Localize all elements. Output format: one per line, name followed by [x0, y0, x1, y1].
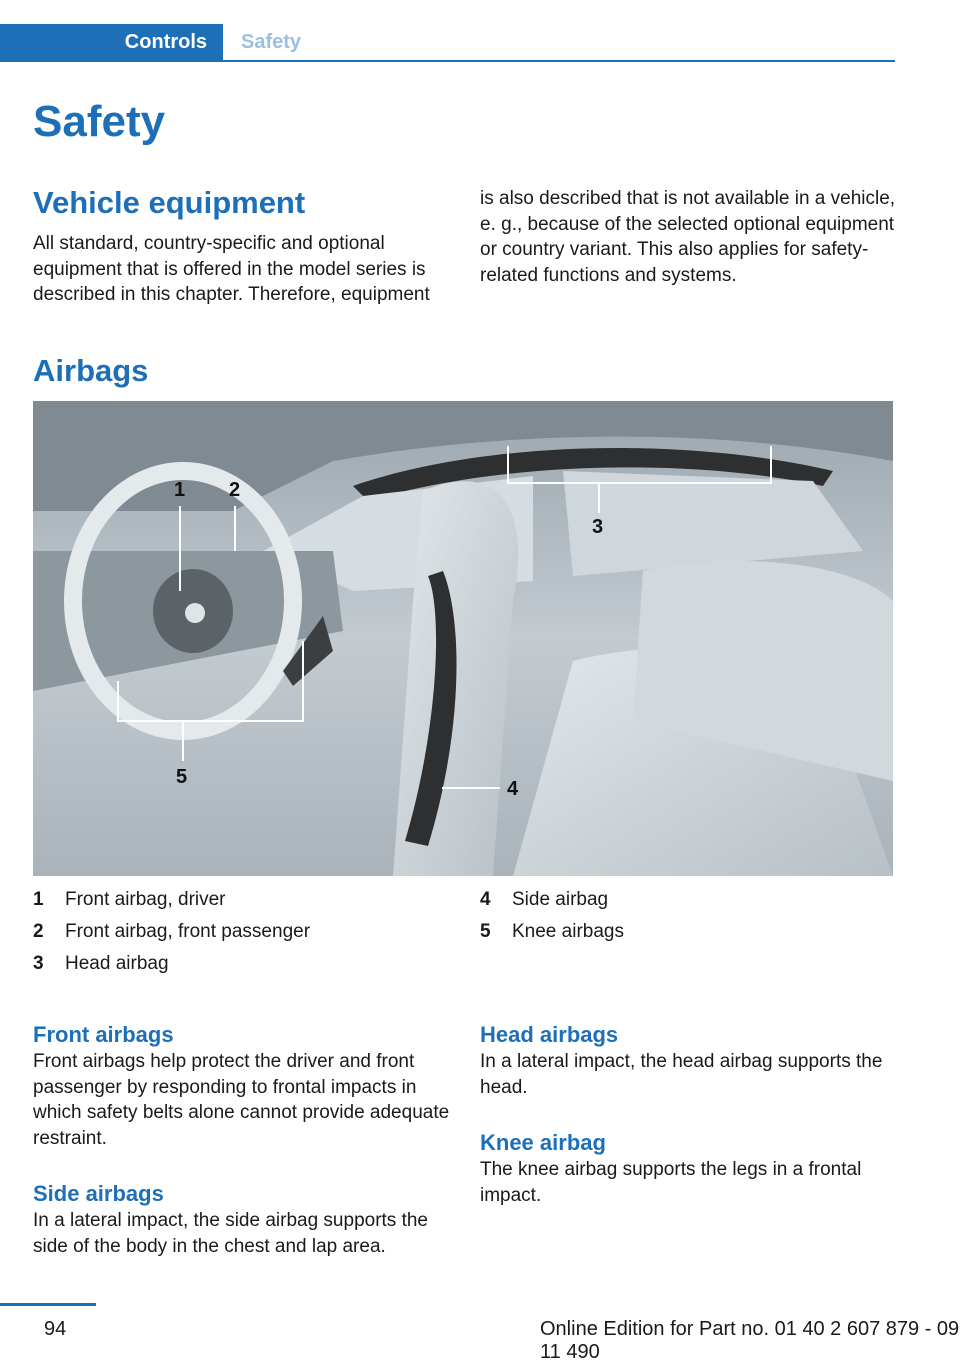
car-interior-drawing [33, 401, 893, 876]
tab-controls[interactable]: Controls [0, 24, 223, 61]
legend-label: Head airbag [65, 953, 169, 974]
knee-airbag-heading: Knee airbag [480, 1130, 606, 1155]
vehicle-equipment-heading: Vehicle equipment [33, 185, 306, 220]
vehicle-equipment-text-right-col [480, 186, 898, 288]
legend-num: 1 [33, 889, 44, 910]
head-airbags-heading: Head airbags [480, 1022, 619, 1047]
legend-label: Front airbag, front passenger [65, 921, 311, 942]
front-airbags-text: Front airbags help protect the driver and front passenger by responding to frontal impacts in which safety belts alone cannot provide adequate restraint. [33, 1051, 450, 1149]
front-airbags-section [33, 1021, 451, 1151]
head-airbags-section [480, 1021, 898, 1100]
vehicle-equipment-text-left: All standard, country-specific and optional equipment that is offered in the model series is described in this chapter. Therefore, equipment [33, 233, 430, 305]
page-number: 94 [44, 1318, 67, 1340]
tab-safety[interactable]: Safety [241, 31, 302, 53]
vehicle-equipment-text-left-col [33, 231, 451, 308]
figure-label-5: 5 [176, 766, 188, 788]
legend-num: 3 [33, 953, 44, 974]
header-tabbar [0, 24, 895, 62]
legend-num: 5 [480, 921, 491, 942]
knee-airbag-section [480, 1129, 898, 1208]
vehicle-equipment-text-right: is also described that is not available in a vehicle, e. g., because of the selected optional equipment or country variant. This also applies for safety-related functions and systems. [480, 188, 896, 286]
figure-label-3: 3 [592, 516, 604, 538]
side-airbags-heading: Side airbags [33, 1181, 164, 1206]
tab-divider [0, 60, 895, 62]
side-airbags-section [33, 1180, 451, 1259]
head-airbags-text: In a lateral impact, the head airbag supports the head. [480, 1051, 883, 1098]
page-title: Safety [33, 97, 166, 146]
edition-note: Online Edition for Part no. 01 40 2 607 879 - 09 11 490 [540, 1318, 960, 1363]
front-airbags-heading: Front airbags [33, 1022, 174, 1047]
figure-label-1: 1 [174, 479, 186, 501]
legend-label: Knee airbags [512, 921, 624, 942]
legend-right [480, 884, 624, 948]
figure-label-2: 2 [229, 479, 241, 501]
knee-airbag-text: The knee airbag supports the legs in a frontal impact. [480, 1159, 862, 1206]
legend-item [33, 884, 310, 916]
legend-num: 4 [480, 889, 491, 910]
figure-label-4: 4 [507, 778, 519, 800]
legend-left [33, 884, 310, 980]
footer-divider [0, 1303, 96, 1306]
side-airbags-text: In a lateral impact, the side airbag supports the side of the body in the chest and lap area. [33, 1210, 429, 1257]
airbags-heading: Airbags [33, 353, 149, 388]
legend-item [33, 948, 310, 980]
legend-label: Front airbag, driver [65, 889, 226, 910]
legend-label: Side airbag [512, 889, 609, 910]
legend-item [480, 884, 624, 916]
legend-num: 2 [33, 921, 44, 942]
legend-item [480, 916, 624, 948]
legend-item [33, 916, 310, 948]
airbags-illustration [33, 401, 893, 876]
